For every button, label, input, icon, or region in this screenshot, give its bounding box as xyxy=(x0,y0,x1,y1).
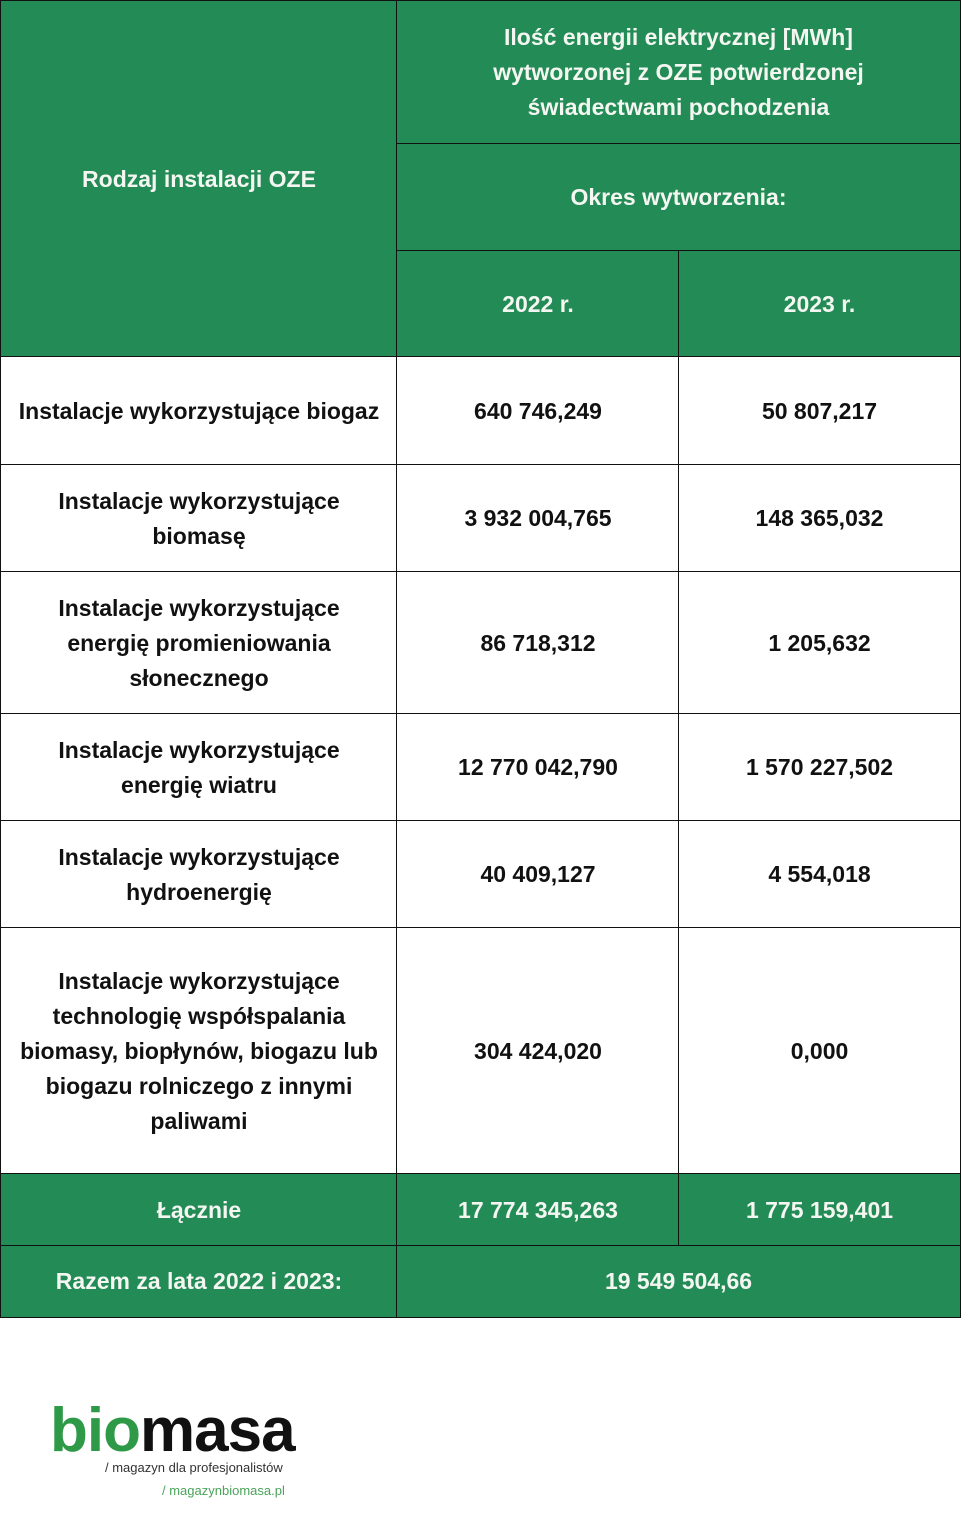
grand-total-label xyxy=(0,1245,398,1318)
totals-2022 xyxy=(396,1173,680,1247)
header-year-2022-text: 2022 r. xyxy=(502,290,574,317)
grand-total-value xyxy=(396,1245,961,1318)
logo-masa: masa xyxy=(139,1396,295,1465)
value-text: 148 365,032 xyxy=(755,505,884,531)
value-text: 0,000 xyxy=(790,1037,849,1064)
row-value-2022 xyxy=(396,927,680,1175)
row-value-2022 xyxy=(396,820,680,929)
row-type-text: Instalacje wykorzystujące biomasę xyxy=(58,487,340,549)
value-text: 3 932 004,765 xyxy=(464,505,612,531)
row-type-hydro xyxy=(0,820,398,929)
value-text: 12 770 042,790 xyxy=(458,754,618,780)
header-installation-type-text: Rodzaj instalacji OZE xyxy=(82,165,316,192)
biomasa-logo xyxy=(50,1398,310,1508)
row-type-biogas xyxy=(0,356,398,466)
row-value-2023 xyxy=(678,820,961,929)
logo-wordmark xyxy=(50,1398,295,1464)
header-installation-type xyxy=(0,0,398,358)
totals-label-text: Łącznie xyxy=(156,1196,242,1223)
value-text: 1 570 227,502 xyxy=(745,754,894,780)
value-text: 304 424,020 xyxy=(474,1037,602,1064)
value-text: 50 807,217 xyxy=(761,397,878,424)
row-type-text: Instalacje wykorzystujące hydroenergię xyxy=(58,843,340,905)
row-type-text: Instalacje wykorzystujące biogaz xyxy=(18,397,380,424)
row-type-text: Instalacje wykorzystujące energię wiatru xyxy=(58,736,340,798)
value-text: 40 409,127 xyxy=(480,861,596,887)
totals-2023-text: 1 775 159,401 xyxy=(745,1196,894,1223)
header-year-2023 xyxy=(678,250,961,358)
header-energy-amount-text: Ilość energii elektrycznej [MWh] wytworzonej z OZE potwierdzonej świadectwami pochodzenia xyxy=(493,24,864,120)
grand-total-label-text: Razem za lata 2022 i 2023: xyxy=(55,1268,343,1294)
row-value-2023 xyxy=(678,713,961,822)
row-type-wind xyxy=(0,713,398,822)
value-text: 1 205,632 xyxy=(768,629,871,656)
row-type-text: Instalacje wykorzystujące technologię współspalania biomasy, biopłynów, biogazu lub biogazu rolniczego z innymi paliwami xyxy=(20,967,378,1134)
grand-total-value-text: 19 549 504,66 xyxy=(604,1268,753,1294)
row-type-text: Instalacje wykorzystujące energię promieniowania słonecznego xyxy=(58,594,340,691)
logo-url: / magazynbiomasa.pl xyxy=(162,1483,285,1498)
header-energy-amount xyxy=(396,0,961,145)
header-year-2023-text: 2023 r. xyxy=(783,290,856,317)
row-value-2022 xyxy=(396,356,680,466)
row-type-solar xyxy=(0,571,398,715)
logo-bio: bio xyxy=(50,1396,140,1465)
row-value-2023 xyxy=(678,571,961,715)
row-type-cofiring xyxy=(0,927,398,1175)
row-value-2022 xyxy=(396,571,680,715)
logo-tagline: / magazyn dla profesjonalistów xyxy=(105,1460,283,1475)
row-value-2022 xyxy=(396,464,680,573)
row-type-biomass xyxy=(0,464,398,573)
totals-label xyxy=(0,1173,398,1247)
header-period xyxy=(396,143,961,252)
value-text: 640 746,249 xyxy=(474,397,602,424)
row-value-2023 xyxy=(678,464,961,573)
value-text: 86 718,312 xyxy=(480,629,596,656)
row-value-2023 xyxy=(678,927,961,1175)
value-text: 4 554,018 xyxy=(768,861,871,887)
row-value-2023 xyxy=(678,356,961,466)
totals-2022-text: 17 774 345,263 xyxy=(458,1196,618,1223)
row-value-2022 xyxy=(396,713,680,822)
totals-2023 xyxy=(678,1173,961,1247)
header-period-text: Okres wytworzenia: xyxy=(570,184,787,210)
header-year-2022 xyxy=(396,250,680,358)
